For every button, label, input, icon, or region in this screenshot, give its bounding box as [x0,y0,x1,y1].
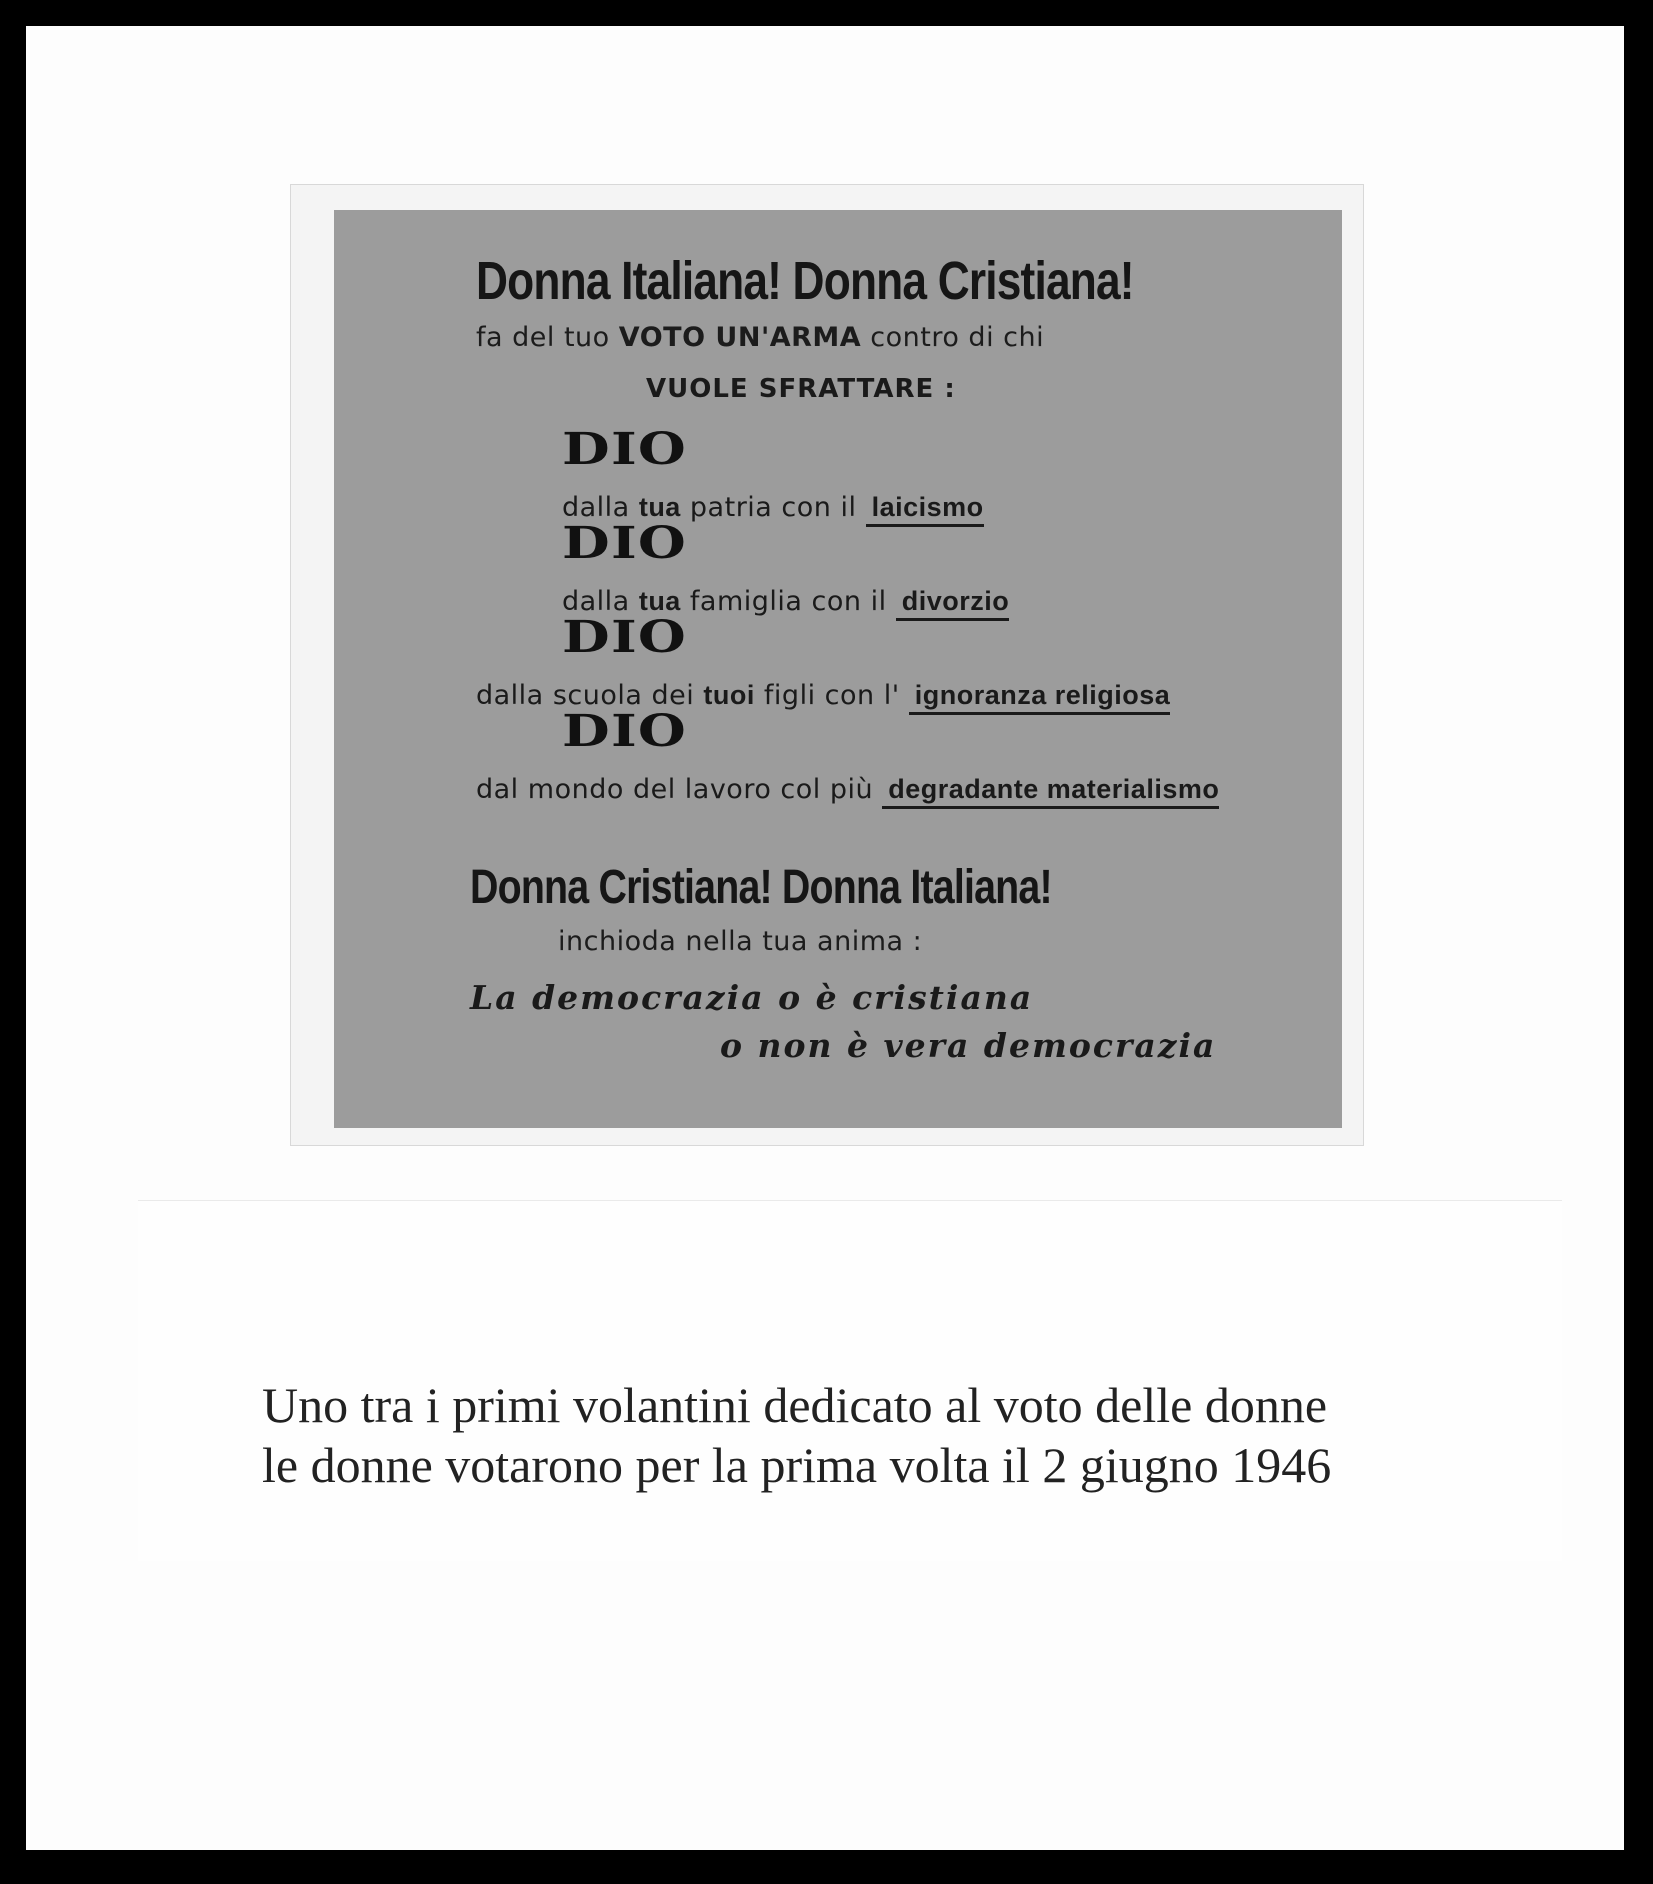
intro-after: contro di chi [870,322,1045,353]
stanza-2-emphasis: tua [638,586,681,616]
stanza-2-underlined: divorzio [896,586,1010,621]
stanza-4-line [476,774,1219,805]
stanza-2-middle: famiglia con il [689,586,887,617]
stanza-1-before: dalla [562,492,630,523]
stanza-2-dio: DIO [562,518,688,569]
stanza-1-dio: DIO [562,424,688,475]
flyer-vuole-sfrattare: VUOLE SFRATTARE : [646,374,956,404]
stanza-4-before: dal mondo del lavoro col più [476,774,874,805]
stanza-3-dio: DIO [562,612,688,663]
intro-before: fa del tuo [476,322,610,353]
stanza-4-dio: DIO [562,706,688,757]
flyer-inchioda: inchioda nella tua anima : [558,926,923,957]
stanza-3-underlined: ignoranza religiosa [909,680,1171,715]
flyer-motto-line2: o non è vera democrazia [720,1026,1217,1065]
propaganda-flyer [334,210,1342,1128]
flyer-headline-bottom: Donna Cristiana! Donna Italiana! [470,861,1052,914]
stanza-1-underlined: laicismo [866,492,984,527]
stanza-2-before: dalla [562,586,630,617]
stanza-3-middle: figli con l' [763,680,900,711]
album-page [26,26,1624,1850]
flyer-headline-top: Donna Italiana! Donna Cristiana! [476,251,1134,311]
stanza-3-emphasis: tuoi [703,680,755,710]
stanza-1-emphasis: tua [638,492,681,522]
stanza-3-before: dalla scuola dei [476,680,695,711]
flyer-intro-line [476,322,1044,353]
stanza-4-underlined: degradante materialismo [882,774,1219,809]
caption-line-1: Uno tra i primi volantini dedicato al voto delle donne [262,1377,1328,1433]
stanza-1-middle: patria con il [689,492,857,523]
intro-emphasis: VOTO UN'ARMA [618,322,862,353]
caption-line-2: le donne votarono per la prima volta il 2 giugno 1946 [262,1437,1332,1493]
flyer-motto-line1: La democrazia o è cristiana [470,978,1034,1017]
